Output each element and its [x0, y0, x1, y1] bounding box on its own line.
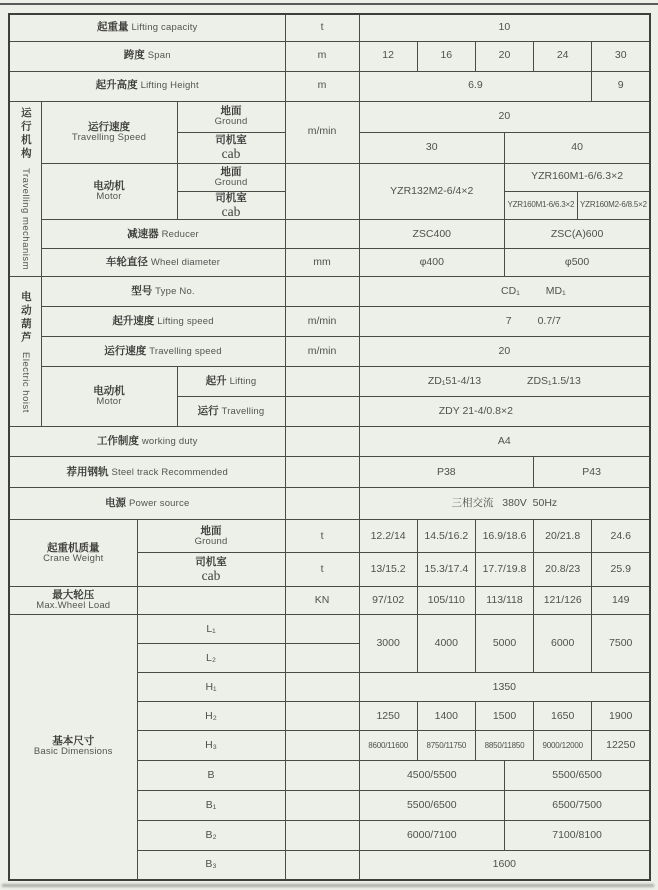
cab-sublabel-en: cab [221, 203, 241, 219]
max-wheel-load-value: 97/102 [359, 587, 417, 615]
power-source-unit-empty [285, 488, 359, 520]
span-label-en: Span [147, 50, 171, 62]
dim-h3-unit-empty [285, 731, 359, 761]
max-wheel-load-value: 105/110 [417, 587, 475, 615]
hoist-motor-lifting-value: ZD₁51-4/13 [427, 375, 482, 388]
dim-h3-label: H₃ [137, 731, 285, 761]
ground-sublabel-zh: 地面 [200, 524, 222, 537]
dim-h1-label: H₁ [137, 673, 285, 702]
wheel-diameter-label-en: Wheel diameter [150, 257, 221, 269]
span-value: 24 [534, 41, 592, 71]
hoist-motor-lifting-value: ZDS₁1.5/13 [527, 375, 581, 388]
crane-weight-ground-value: 24.6 [592, 520, 650, 553]
hoist-motor-travelling-sublabel [177, 397, 285, 427]
cab-sublabel-zh: 司机室 [195, 555, 227, 568]
travelling-speed-cab-value: 40 [505, 132, 651, 163]
power-source-value: 三相交流 380V 50Hz [359, 488, 650, 520]
dim-l-value: 6000 [534, 615, 592, 673]
dim-l2-unit-empty [285, 644, 359, 673]
lifting-capacity-value: 10 [359, 14, 650, 41]
travel-motor-label-en: Motor [96, 190, 122, 202]
lifting-height-label-en: Lifting Height [140, 80, 199, 92]
scan-artifact-bottom-smudge [2, 884, 654, 887]
dim-h3-value: 8600/11600 [359, 731, 417, 761]
row-hoist-lifting-speed [9, 307, 650, 337]
travel-motor-label [41, 163, 177, 220]
row-steel-track [9, 457, 650, 488]
max-wheel-load-value: 149 [592, 587, 650, 615]
dim-h3-value: 12250 [592, 731, 650, 761]
hoist-lifting-speed-label-en: Lifting speed [157, 316, 214, 328]
crane-weight-cab-value: 15.3/17.4 [417, 553, 475, 587]
travelling-speed-cab-value: 30 [359, 132, 504, 163]
hoist-lifting-speed-value: 0.7/7 [537, 315, 561, 328]
hoist-motor-travelling-value: ZDY 21-4/0.8×2 [359, 397, 650, 427]
crane-weight-label-en: Crane Weight [43, 552, 104, 564]
hoist-motor-lifting-values [359, 367, 650, 397]
basic-dimensions-label-en: Basic Dimensions [33, 746, 113, 758]
hoist-motor-lifting-unit-empty [285, 367, 359, 397]
ground-sublabel-en: Ground [214, 176, 248, 188]
travel-motor-left-value: YZR132M2-6/4×2 [359, 163, 504, 220]
hoist-type-unit-empty [285, 277, 359, 307]
hoist-travelling-speed-label [41, 337, 285, 367]
wheel-diameter-label [41, 249, 285, 277]
row-span [9, 41, 650, 71]
dim-b3-value: 1600 [359, 851, 650, 880]
ground-sublabel-en: Ground [194, 535, 228, 547]
dim-l-value: 5000 [475, 615, 533, 673]
dim-h2-value: 1650 [534, 702, 592, 731]
steel-track-value: P38 [359, 457, 534, 488]
travelling-speed-cab-sublabel [177, 132, 285, 163]
dim-h1-value: 1350 [359, 673, 650, 702]
dim-h2-value: 1500 [475, 702, 533, 731]
hoist-motor-travelling-sublabel-en: Travelling [221, 406, 265, 418]
working-duty-label [9, 427, 285, 457]
travelling-speed-unit: m/min [285, 101, 359, 163]
span-value: 30 [592, 41, 650, 71]
section-travelling-mechanism-en: Travelling mechanism [20, 168, 32, 271]
max-wheel-load-label-zh: 最大轮压 [52, 589, 95, 602]
hoist-travelling-speed-value: 20 [359, 337, 650, 367]
hoist-lifting-speed-values [359, 307, 650, 337]
travel-motor-ground-sublabel [177, 163, 285, 191]
dim-b-value: 4500/5500 [359, 761, 504, 791]
span-label [9, 41, 285, 71]
wheel-diameter-label-zh: 车轮直径 [105, 256, 148, 269]
span-value: 16 [417, 41, 475, 71]
travelling-speed-label [41, 101, 177, 163]
section-electric-hoist-zh: 电动葫芦 [19, 290, 32, 345]
lifting-height-unit: m [285, 71, 359, 101]
dim-h1-unit-empty [285, 673, 359, 702]
dim-l-value: 3000 [359, 615, 417, 673]
wheel-diameter-value: φ400 [359, 249, 504, 277]
dim-l1-label: L₁ [137, 615, 285, 644]
row-reducer [9, 220, 650, 249]
travel-motor-cab-sublabel [177, 191, 285, 220]
dim-h3-value: 8750/11750 [417, 731, 475, 761]
hoist-motor-lifting-sublabel-zh: 起升 [205, 375, 227, 388]
hoist-type-values [359, 277, 650, 307]
dim-b-value: 5500/6500 [505, 761, 651, 791]
working-duty-value: A4 [359, 427, 650, 457]
hoist-motor-label-zh: 电动机 [93, 385, 125, 398]
reducer-label-zh: 减速器 [127, 227, 159, 240]
dim-b1-unit-empty [285, 791, 359, 821]
row-hoist-motor-lifting [9, 367, 650, 397]
power-source-label-en: Power source [128, 498, 190, 510]
hoist-travelling-speed-label-zh: 运行速度 [104, 345, 147, 358]
dim-h2-unit-empty [285, 702, 359, 731]
row-travelling-speed-ground [9, 101, 650, 132]
lifting-capacity-label [9, 14, 285, 41]
power-source-label-zh: 电源 [105, 497, 127, 510]
crane-weight-cab-value: 13/15.2 [359, 553, 417, 587]
steel-track-label [9, 457, 285, 488]
lifting-height-label-zh: 起升高度 [95, 79, 138, 92]
working-duty-label-en: working duty [141, 436, 198, 448]
section-basic-dimensions [9, 615, 137, 880]
max-wheel-load-label-en: Max.Wheel Load [36, 600, 111, 612]
travel-motor-right-top-value: YZR160M1-6/6.3×2 [505, 163, 651, 191]
dim-h2-value: 1250 [359, 702, 417, 731]
lifting-capacity-unit: t [285, 14, 359, 41]
steel-track-label-en: Steel track Recommended [111, 466, 228, 478]
hoist-motor-lifting-sublabel [177, 367, 285, 397]
span-label-zh: 跨度 [123, 49, 145, 62]
section-electric-hoist [9, 277, 41, 427]
dim-h2-value: 1900 [592, 702, 650, 731]
dim-h2-label: H₂ [137, 702, 285, 731]
hoist-travelling-speed-label-en: Travelling speed [149, 346, 222, 358]
dim-b2-unit-empty [285, 821, 359, 851]
max-wheel-load-value: 121/126 [534, 587, 592, 615]
hoist-lifting-speed-value: 7 [505, 315, 512, 328]
hoist-motor-lifting-sublabel-en: Lifting [229, 376, 257, 388]
lifting-height-label [9, 71, 285, 101]
wheel-diameter-unit: mm [285, 249, 359, 277]
row-hoist-travelling-speed [9, 337, 650, 367]
cab-sublabel-en: cab [221, 145, 241, 161]
reducer-unit-empty [285, 220, 359, 249]
crane-weight-cab-value: 17.7/19.8 [475, 553, 533, 587]
hoist-type-value: CD₁ [501, 285, 520, 298]
wheel-diameter-value: φ500 [505, 249, 651, 277]
dim-b1-value: 5500/6500 [359, 791, 504, 821]
row-lifting-capacity [9, 14, 650, 41]
lifting-capacity-label-en: Lifting capacity [131, 22, 198, 34]
crane-weight-ground-value: 14.5/16.2 [417, 520, 475, 553]
dim-b-unit-empty [285, 761, 359, 791]
dim-l1-unit-empty [285, 615, 359, 644]
row-max-wheel-load [9, 587, 650, 615]
hoist-motor-travelling-sublabel-zh: 运行 [197, 405, 219, 418]
steel-track-label-zh: 荐用钢轨 [66, 465, 109, 478]
crane-weight-cab-value: 25.9 [592, 553, 650, 587]
dim-l2-label: L₂ [137, 644, 285, 673]
crane-weight-label [9, 520, 137, 587]
power-source-label [9, 488, 285, 520]
cab-sublabel-zh: 司机室 [215, 133, 247, 146]
dim-h2-value: 1400 [417, 702, 475, 731]
row-crane-weight-ground [9, 520, 650, 553]
max-wheel-load-sublabel-empty [137, 587, 285, 615]
dim-b3-label: B₃ [137, 851, 285, 880]
travelling-speed-ground-value: 20 [359, 101, 650, 132]
ground-sublabel-zh: 地面 [220, 105, 242, 117]
dim-b2-label: B₂ [137, 821, 285, 851]
hoist-lifting-speed-label [41, 307, 285, 337]
row-travel-motor-ground [9, 163, 650, 191]
dim-l-value: 4000 [417, 615, 475, 673]
hoist-motor-label [41, 367, 177, 427]
row-wheel-diameter [9, 249, 650, 277]
section-travelling-mechanism [9, 101, 41, 277]
row-hoist-type [9, 277, 650, 307]
lifting-capacity-label-zh: 起重量 [97, 21, 129, 34]
lifting-height-value-30m: 9 [592, 71, 650, 101]
crane-specification-table [8, 13, 651, 881]
hoist-lifting-speed-unit: m/min [285, 307, 359, 337]
crane-weight-ground-value: 16.9/18.6 [475, 520, 533, 553]
row-power-source [9, 488, 650, 520]
travel-motor-cab-value: YZR160M2-6/8.5×2 [577, 191, 650, 220]
hoist-motor-travelling-unit-empty [285, 397, 359, 427]
travelling-speed-label-en: Travelling Speed [71, 131, 147, 143]
hoist-lifting-speed-label-zh: 起升速度 [112, 315, 155, 328]
travelling-speed-label-zh: 运行速度 [88, 120, 130, 133]
crane-weight-cab-unit: t [285, 553, 359, 587]
crane-weight-cab-value: 20.8/23 [534, 553, 592, 587]
row-dim-l1 [9, 615, 650, 644]
cab-sublabel-zh: 司机室 [215, 191, 247, 204]
steel-track-value: P43 [534, 457, 651, 488]
max-wheel-load-value: 113/118 [475, 587, 533, 615]
dim-l-value: 7500 [592, 615, 650, 673]
ground-sublabel-zh: 地面 [220, 165, 242, 178]
crane-weight-ground-unit: t [285, 520, 359, 553]
lifting-height-value-main: 6.9 [359, 71, 592, 101]
travel-motor-unit-empty [285, 163, 359, 220]
span-unit: m [285, 41, 359, 71]
reducer-value: ZSC(A)600 [505, 220, 651, 249]
row-working-duty [9, 427, 650, 457]
reducer-label-en: Reducer [161, 228, 199, 240]
travelling-speed-ground-sublabel [177, 101, 285, 132]
hoist-motor-label-en: Motor [96, 396, 122, 408]
dim-b-label: B [137, 761, 285, 791]
crane-weight-ground-sublabel [137, 520, 285, 553]
ground-sublabel-en: Ground [214, 116, 248, 128]
crane-weight-label-zh: 起重机质量 [47, 541, 100, 554]
hoist-type-label-zh: 型号 [131, 285, 153, 298]
dim-b3-unit-empty [285, 851, 359, 880]
max-wheel-load-unit: KN [285, 587, 359, 615]
working-duty-unit-empty [285, 427, 359, 457]
scan-artifact-top-line [0, 3, 658, 5]
section-electric-hoist-en: Electric hoist [20, 351, 32, 413]
section-travelling-mechanism-zh: 运行机构 [19, 107, 32, 162]
hoist-type-label-en: Type No. [155, 286, 195, 298]
hoist-type-value: MD₁ [545, 285, 566, 298]
hoist-type-label [41, 277, 285, 307]
dim-h3-value: 8850/11850 [475, 731, 533, 761]
crane-weight-ground-value: 12.2/14 [359, 520, 417, 553]
travel-motor-label-zh: 电动机 [93, 179, 125, 192]
basic-dimensions-label-zh: 基本尺寸 [52, 735, 95, 748]
working-duty-label-zh: 工作制度 [96, 435, 139, 448]
dim-h3-value: 9000/12000 [534, 731, 592, 761]
crane-weight-cab-sublabel [137, 553, 285, 587]
dim-b1-value: 6500/7500 [505, 791, 651, 821]
max-wheel-load-label [9, 587, 137, 615]
hoist-travelling-speed-unit: m/min [285, 337, 359, 367]
dim-b2-value: 6000/7100 [359, 821, 504, 851]
reducer-value: ZSC400 [359, 220, 504, 249]
reducer-label [41, 220, 285, 249]
dim-b1-label: B₁ [137, 791, 285, 821]
travel-motor-cab-value: YZR160M1-6/6.3×2 [505, 191, 578, 220]
span-value: 20 [475, 41, 533, 71]
cab-sublabel-en: cab [201, 567, 221, 583]
crane-weight-ground-value: 20/21.8 [534, 520, 592, 553]
dim-b2-value: 7100/8100 [505, 821, 651, 851]
row-lifting-height [9, 71, 650, 101]
steel-track-unit-empty [285, 457, 359, 488]
span-value: 12 [359, 41, 417, 71]
